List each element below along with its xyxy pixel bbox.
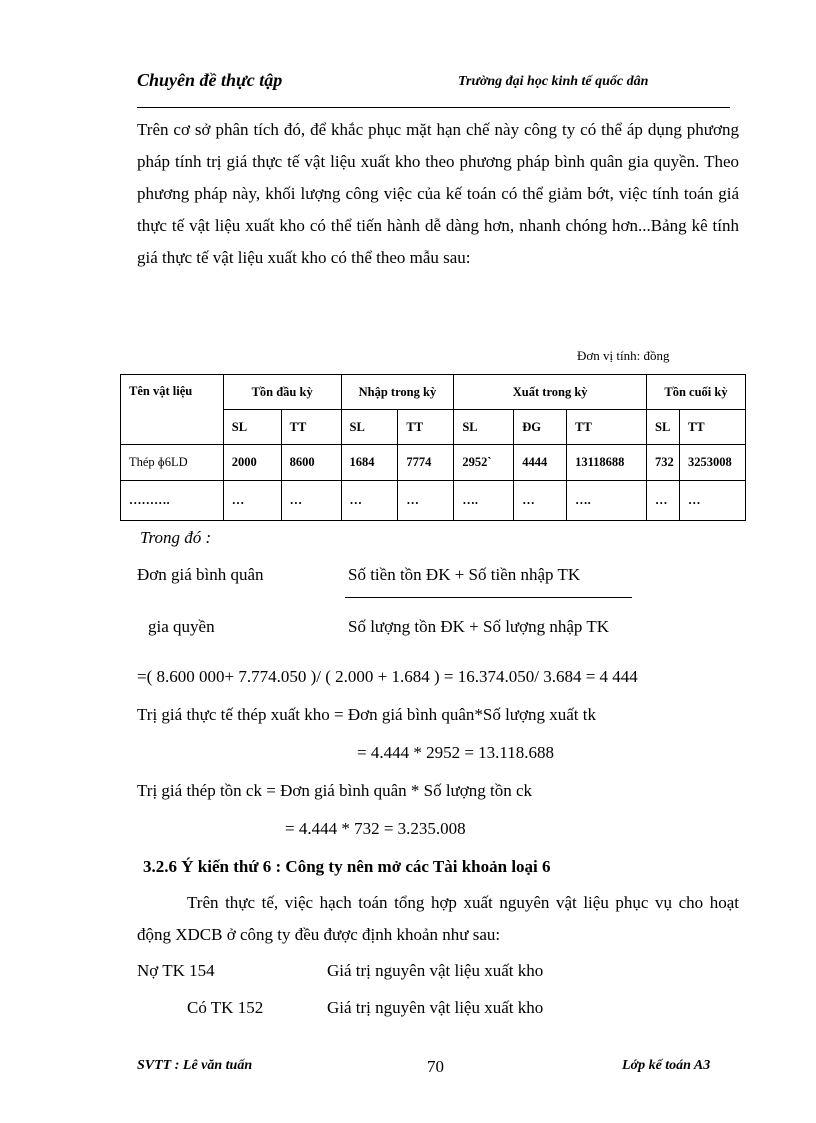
header-title-left: Chuyên đề thực tập [137, 70, 283, 90]
entry-debit-description: Giá trị nguyên vật liệu xuất kho [327, 961, 544, 980]
subheader-cell: TT [567, 410, 647, 445]
export-value-line: Trị giá thực tế thép xuất kho = Đơn giá bình quân*Số lượng xuất tk [137, 705, 596, 724]
formula-denominator: Số lượng tồn ĐK + Số lượng nhập TK [348, 617, 610, 636]
subheader-cell: SL [647, 410, 680, 445]
material-price-table [120, 374, 746, 521]
formula-label-line1: Đơn giá bình quân [137, 565, 264, 584]
table-row [121, 481, 746, 521]
table-cell: 2952` [454, 445, 514, 481]
table-cell: …. [454, 481, 514, 521]
intro-paragraph: Trên cơ sở phân tích đó, để khắc phục mặt hạn chế này công ty có thể áp dụng phương pháp tính trị giá thực tế vật liệu xuất kho theo phương pháp bình quân gia quyền. Theo phương pháp này, khối lượng công việc của kế toán có thể giảm bớt, việc tính toán giá thực tế vật liệu xuất kho có thể tiến hành dễ dàng hơn, nhanh chóng hơn...Bảng kê tính giá thực tế vật liệu xuất kho có thể theo mẫu sau: [137, 120, 739, 267]
table-cell: …. [567, 481, 647, 521]
header-divider [137, 107, 730, 108]
table-cell: … [647, 481, 680, 521]
table-cell: … [514, 481, 567, 521]
col-material-header: Tên vật liệu [121, 375, 224, 445]
table-cell: 1684 [341, 445, 398, 481]
material-name-cell: Thép ɸ6LD [121, 445, 224, 481]
subheader-cell: TT [398, 410, 454, 445]
entry-debit-account: Nợ TK 154 [137, 961, 215, 980]
formula-label-line2: gia quyền [148, 617, 215, 636]
formula-numerator: Số tiền tồn ĐK + Số tiền nhập TK [348, 565, 581, 584]
subheader-cell: SL [223, 410, 281, 445]
table-cell: 13118688 [567, 445, 647, 481]
material-name-cell: ………. [121, 481, 224, 521]
group-header-outbound: Xuất trong kỳ [454, 375, 647, 410]
calc-line: =( 8.600 000+ 7.774.050 )/ ( 2.000 + 1.684 ) = 16.374.050/ 3.684 = 4 444 [137, 667, 638, 686]
table-cell: 8600 [281, 445, 341, 481]
entry-credit-account: Có TK 152 [187, 998, 264, 1017]
entry-credit-description: Giá trị nguyên vật liệu xuất kho [327, 998, 544, 1017]
section-paragraph: Trên thực tế, việc hạch toán tổng hợp xuất nguyên vật liệu phục vụ cho hoạt động XDCB ở công ty đều được định khoản như sau: [137, 893, 739, 944]
table-cell: … [398, 481, 454, 521]
table-cell: 3253008 [679, 445, 745, 481]
section-heading: 3.2.6 Ý kiến thứ 6 : Công ty nên mở các Tài khoản loại 6 [143, 857, 551, 876]
table-cell: 4444 [514, 445, 567, 481]
group-header-inbound: Nhập trong kỳ [341, 375, 454, 410]
table-cell: … [281, 481, 341, 521]
table-cell: … [341, 481, 398, 521]
table-row [121, 445, 746, 481]
group-header-opening: Tồn đầu kỳ [223, 375, 341, 410]
table-cell: … [223, 481, 281, 521]
group-header-closing: Tồn cuối kỳ [647, 375, 746, 410]
unit-note: Đơn vị tính: đồng [577, 348, 670, 363]
note-label: Trong đó : [140, 528, 212, 547]
page-number: 70 [427, 1057, 444, 1076]
export-value-calc: = 4.444 * 2952 = 13.118.688 [357, 743, 555, 762]
table-cell: 732 [647, 445, 680, 481]
table-cell: 7774 [398, 445, 454, 481]
header-title-right: Trường đại học kinh tế quốc dân [458, 74, 649, 89]
table-cell: … [679, 481, 745, 521]
fraction-bar [345, 597, 632, 598]
subheader-cell: TT [679, 410, 745, 445]
subheader-cell: SL [454, 410, 514, 445]
table-cell: 2000 [223, 445, 281, 481]
subheader-cell: TT [281, 410, 341, 445]
ending-value-calc: = 4.444 * 732 = 3.235.008 [285, 819, 466, 838]
footer-student: SVTT : Lê văn tuấn [137, 1058, 253, 1073]
ending-value-line: Trị giá thép tồn ck = Đơn giá bình quân * Số lượng tồn ck [137, 781, 533, 800]
footer-class: Lớp kế toán A3 [622, 1058, 711, 1073]
subheader-cell: ĐG [514, 410, 567, 445]
subheader-cell: SL [341, 410, 398, 445]
